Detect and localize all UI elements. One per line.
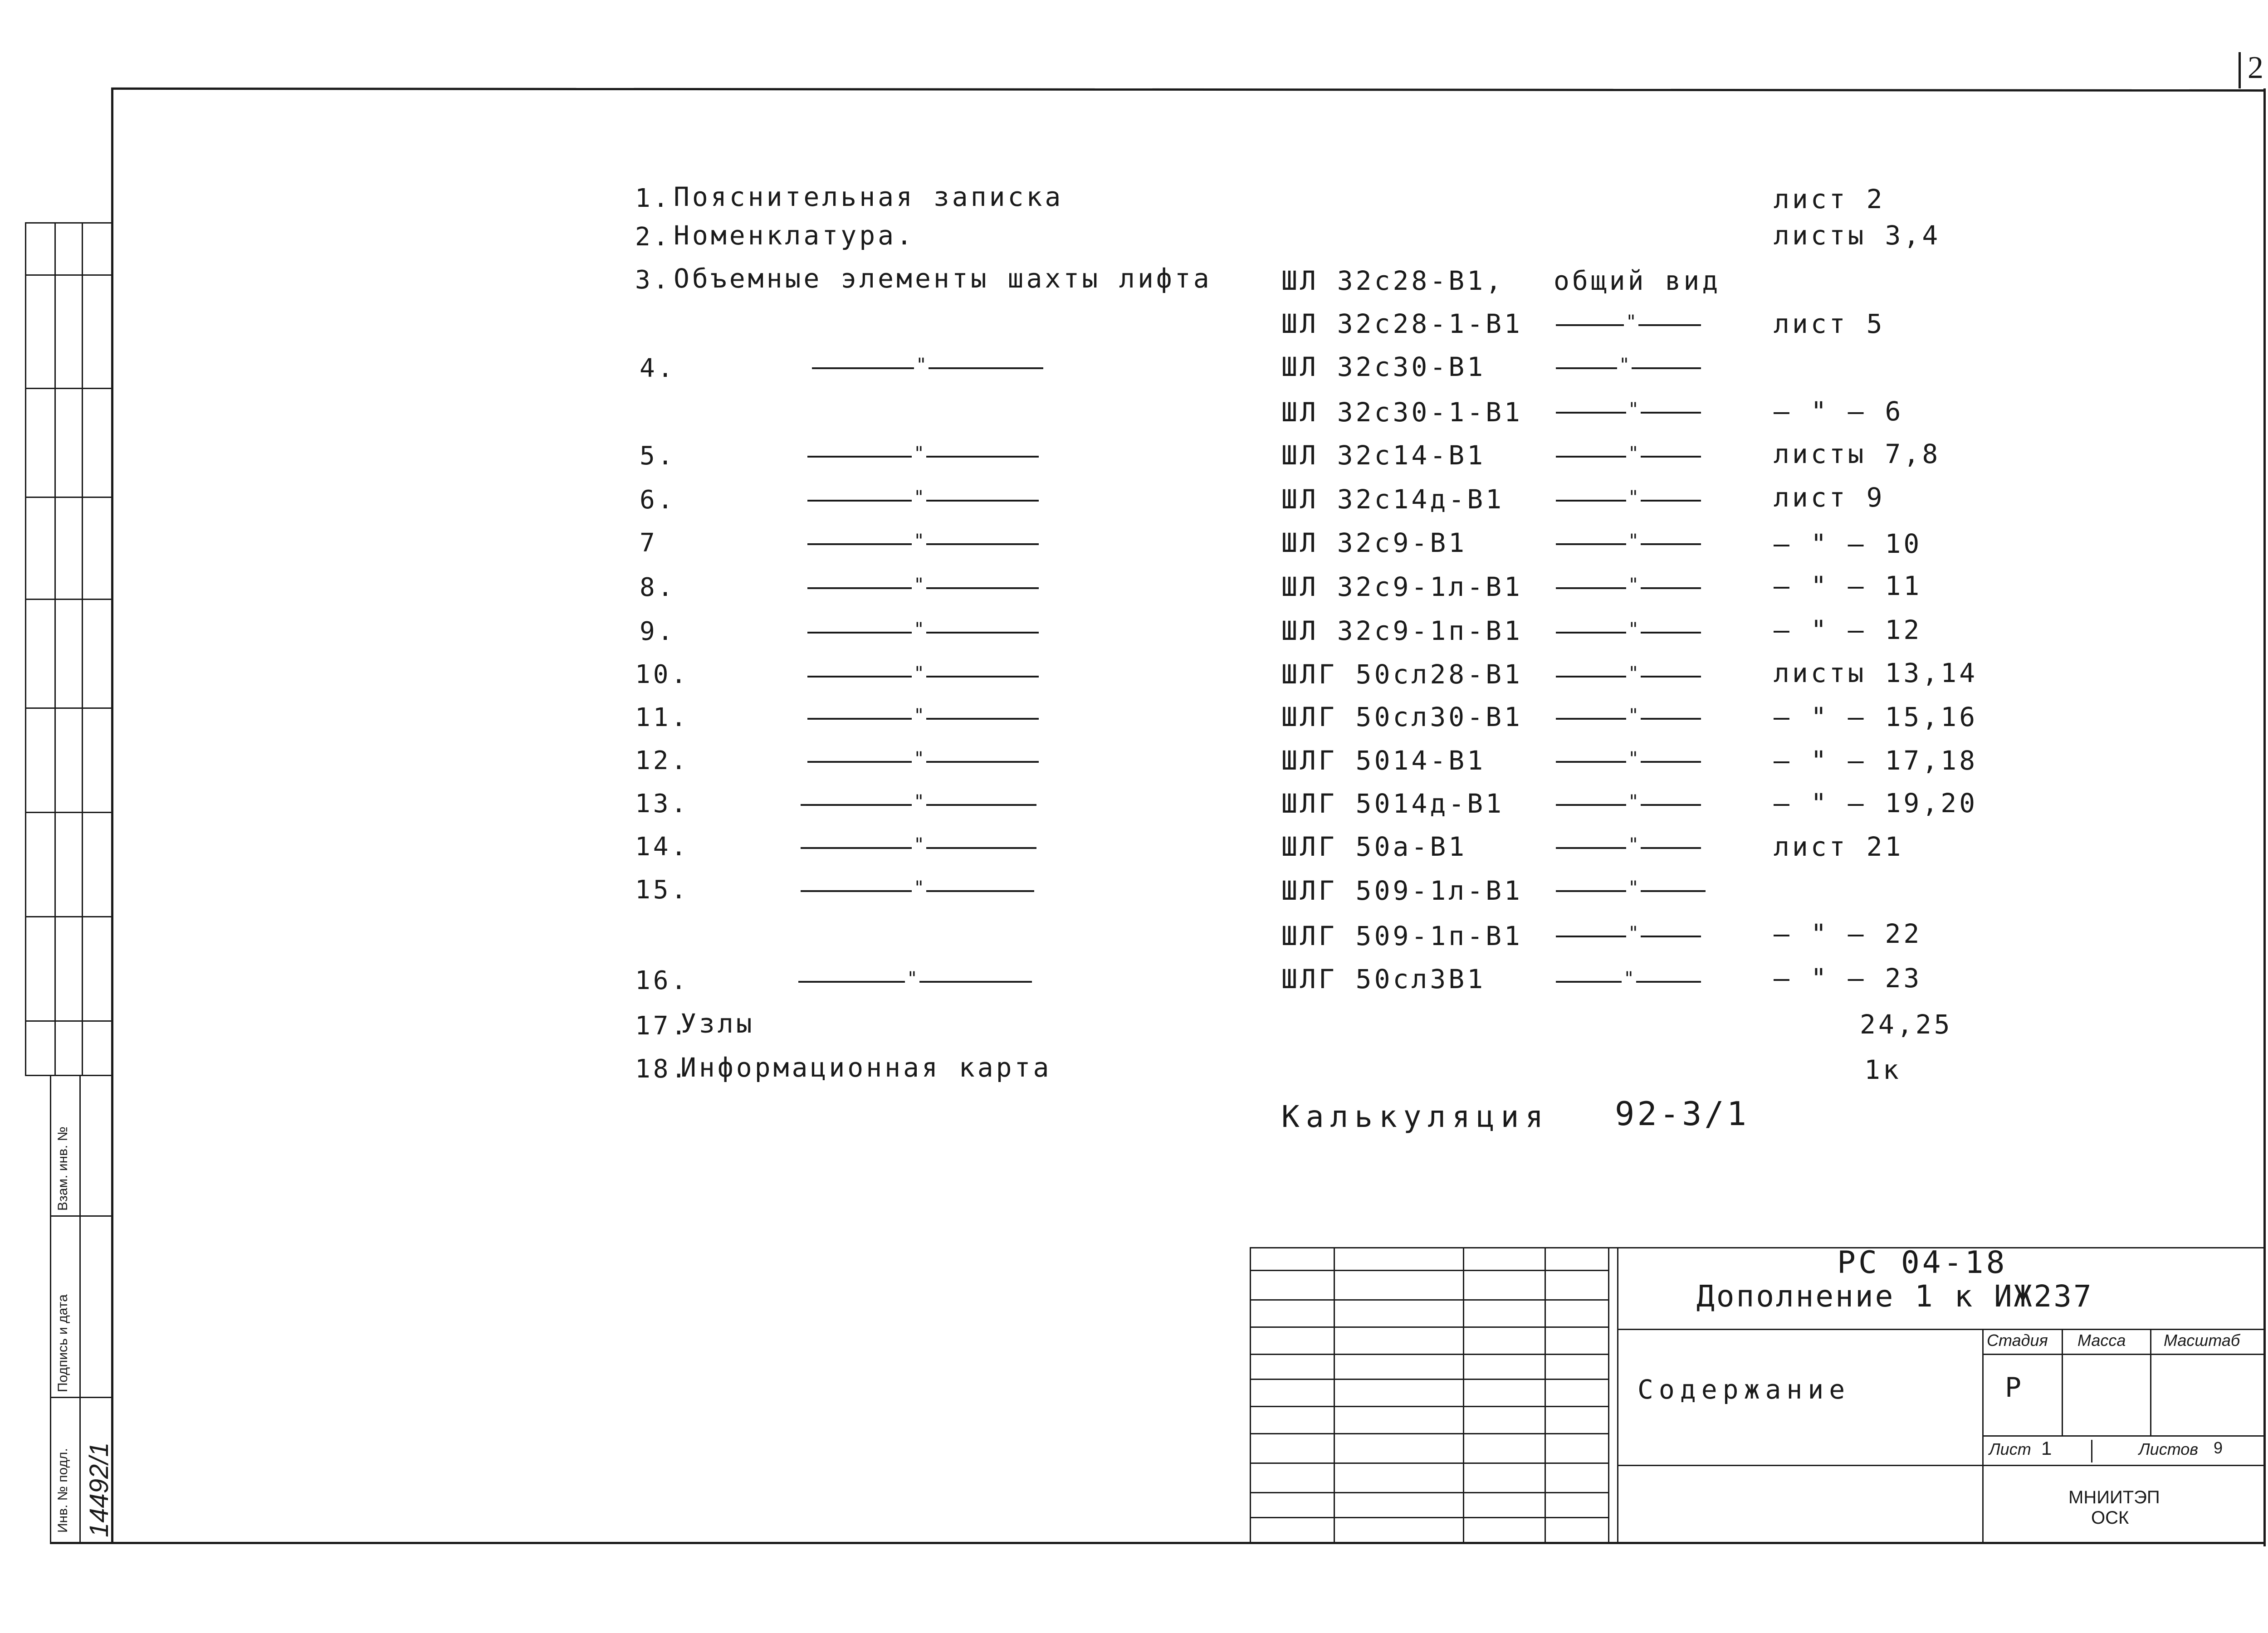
sheets-value: 9 [2214, 1438, 2223, 1457]
item-code: ШЛ 32с28-В1, [1281, 265, 1505, 296]
item-title: Номенклатура. [674, 220, 915, 251]
supplement-title: Дополнение 1 к ИЖ237 [1696, 1279, 2093, 1314]
item-title: Узлы [680, 1008, 755, 1039]
item-ref: — " — 11 [1774, 570, 1922, 601]
item-number: 12. [635, 746, 689, 775]
org-name: МНИИТЭП [2068, 1487, 2160, 1507]
item-code: ШЛ 32с14д-В1 [1281, 484, 1505, 515]
item-number: 5. [640, 441, 676, 471]
item-number: 6. [640, 485, 676, 515]
item-title: Пояснительная записка [674, 181, 1064, 212]
sheet-value: 1 [2041, 1438, 2052, 1459]
item-number: 18. [635, 1054, 689, 1084]
item-number: 13. [635, 789, 689, 819]
item-code: ШЛ 32с14-В1 [1281, 440, 1486, 471]
sheets-label: Листов [2139, 1440, 2199, 1458]
item-code: ШЛ 32с9-В1 [1281, 527, 1467, 558]
item-number: 10. [635, 660, 689, 689]
item-title: Информационная карта [680, 1052, 1052, 1083]
item-number: 7 [640, 528, 658, 558]
calc-value: 92-3/1 [1615, 1095, 1750, 1133]
item-code: ШЛ 32с28-1-В1 [1281, 308, 1523, 339]
inv-number: 14492/1 [84, 1442, 114, 1537]
item-number: 4. [640, 354, 676, 383]
item-ref: — " — 6 [1774, 396, 1904, 427]
item-number: 17. [635, 1011, 689, 1041]
inv-replace-label: Взам. инв. № [55, 1126, 70, 1211]
item-code: ШЛГ 50сл3В1 [1281, 964, 1486, 994]
item-code: ШЛГ 50сл30-В1 [1281, 702, 1523, 732]
stage-label: Стадия [1987, 1331, 2048, 1350]
item-code: ШЛГ 509-1п-В1 [1281, 921, 1523, 951]
org-dept: ОСК [2091, 1508, 2129, 1528]
frame-left [111, 88, 113, 1544]
item-number: 11. [635, 703, 689, 732]
sign-date-label: Подпись и дата [55, 1294, 70, 1392]
item-ref: 1к [1864, 1054, 1901, 1085]
calc-label: Калькуляция [1281, 1099, 1550, 1134]
sheet-title: Содержание [1637, 1374, 1851, 1405]
item-number: 9. [640, 617, 676, 646]
item-number: 15. [635, 875, 689, 905]
item-ref: лист 2 [1774, 184, 1885, 214]
item-number: 3. [635, 265, 671, 295]
doc-code: РС 04-18 [1837, 1245, 2008, 1281]
item-code: ШЛГ 509-1л-В1 [1281, 875, 1523, 906]
item-ref: — " — 23 [1774, 963, 1922, 994]
item-code: ШЛ 32с9-1п-В1 [1281, 615, 1523, 646]
item-number: 14. [635, 832, 689, 862]
item-code: ШЛГ 5014д-В1 [1281, 788, 1505, 819]
item-ref: листы 7,8 [1774, 439, 1941, 469]
item-ref: листы 3,4 [1774, 220, 1941, 251]
frame-top [111, 88, 2266, 92]
stage-value: Р [2005, 1372, 2024, 1404]
inv-orig-label: Инв. № подл. [55, 1448, 70, 1533]
item-code: ШЛ 32с30-В1 [1281, 351, 1486, 382]
item-number: 1. [635, 184, 671, 213]
frame-bottom [50, 1542, 2266, 1544]
item-title: Объемные элементы шахты лифта [674, 263, 1212, 294]
item-ref: — " — 12 [1774, 614, 1922, 645]
item-ref: — " — 19,20 [1774, 788, 1978, 819]
item-ref: — " — 22 [1774, 918, 1922, 949]
frame-right [2263, 88, 2266, 1546]
item-code: ШЛ 32с9-1л-В1 [1281, 571, 1523, 602]
item-extra: общий вид [1554, 265, 1721, 296]
scale-label: Масштаб [2164, 1331, 2240, 1350]
item-ref: 24,25 [1860, 1009, 1953, 1040]
item-code: ШЛГ 50а-В1 [1281, 831, 1467, 862]
page-number: 2 [2248, 50, 2263, 85]
item-ref: лист 21 [1774, 831, 1904, 862]
item-ref: лист 5 [1774, 308, 1885, 339]
item-code: ШЛ 32с30-1-В1 [1281, 397, 1523, 428]
item-ref: лист 9 [1774, 482, 1885, 513]
item-number: 2. [635, 222, 671, 252]
mass-label: Масса [2077, 1331, 2126, 1350]
item-ref: — " — 10 [1774, 528, 1922, 559]
item-code: ШЛГ 50сл28-В1 [1281, 659, 1523, 690]
item-ref: — " — 15,16 [1774, 702, 1978, 732]
sheet-label: Лист [1989, 1440, 2031, 1458]
item-number: 8. [640, 573, 676, 602]
item-ref: листы 13,14 [1774, 658, 1978, 688]
item-number: 16. [635, 966, 689, 995]
item-ref: — " — 17,18 [1774, 745, 1978, 776]
item-code: ШЛГ 5014-В1 [1281, 745, 1486, 776]
